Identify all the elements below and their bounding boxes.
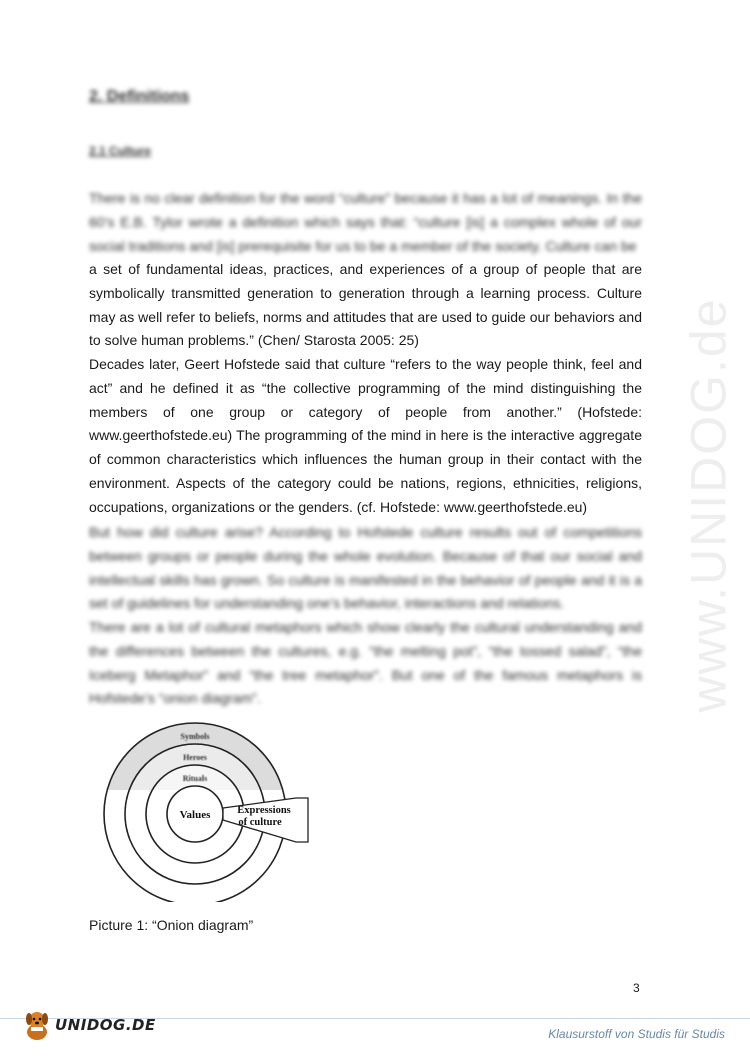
watermark-text: www.UNIDOG.de — [680, 297, 736, 713]
figure-caption: Picture 1: “Onion diagram” — [89, 917, 254, 933]
paragraph-blurred-origin: But how did culture arise? According to Hofstede culture results out of competitions between groups or people during the whole evolution. Because of that our social and intellectual skills has grown. So culture is manifested in the behavior of people and it is a set of guidelines for understanding one’s behavior, interactions and relations. — [89, 524, 642, 612]
dog-mascot-icon — [22, 1008, 52, 1042]
watermark — [628, 270, 750, 740]
layer-rituals-label: Rituals — [182, 774, 208, 783]
layer-heroes-label: Heroes — [183, 753, 207, 762]
expressions-label-line2: of culture — [238, 817, 282, 828]
page-number: 3 — [633, 981, 640, 995]
expressions-label-line1: Expressions — [237, 805, 291, 816]
logo-text: UNIDOG.DE — [55, 1016, 156, 1034]
section-heading: 2. Definitions — [89, 88, 190, 105]
unidog-logo[interactable] — [22, 1008, 156, 1042]
paragraph-blurred-metaphors: There are a lot of cultural metaphors which show clearly the cultural understanding and the differences between the cultures, e.g. “the melting pot”, “the tossed salad”, “the Iceberg Metaphor” and “the tree metaphor”. But one of the famous metaphors is Hofstede’s “onion diagram”. — [89, 619, 642, 707]
paragraph-culture-definition: a set of fundamental ideas, practices, and experiences of a group of people that are symbolically transmitted generation to generation through a learning process. Culture may as well refer to beliefs, norms and attitudes that are used to guide our behaviors and to solve human problems.” (Chen/ Starosta 2005: 25) — [89, 261, 642, 349]
core-values-label: Values — [179, 809, 211, 821]
paragraph-hofstede-definition: Decades later, Geert Hofstede said that culture “refers to the way people think, feel and act” and he defined it as “the collective programming of the mind distinguishing the members of one group or category of people from another.” (Hofstede: www.geerthofstede.eu) The programming of the mind in here is the interactive aggregate of common characteristics which influences the human group in their contact with the environment. Aspects of the category could be nations, regions, ethnicities, religions, occupations, organizations or the genders. (cf. Hofstede: www.geerthofstede.eu) — [89, 356, 642, 515]
onion-diagram — [92, 722, 312, 902]
subsection-heading: 2.1 Culture — [89, 144, 152, 158]
layer-symbols-label: Symbols — [180, 732, 210, 741]
footer-slogan: Klausurstoff von Studis für Studis — [548, 1027, 725, 1041]
paragraph-blurred-intro: There is no clear definition for the word “culture” because it has a lot of meanings. In the 60’s E.B. Tylor wrote a definition which says that: “culture [is] a complex whole of our social traditions and [is] prerequisite for us to be a member of the society. Culture can be — [89, 190, 642, 254]
